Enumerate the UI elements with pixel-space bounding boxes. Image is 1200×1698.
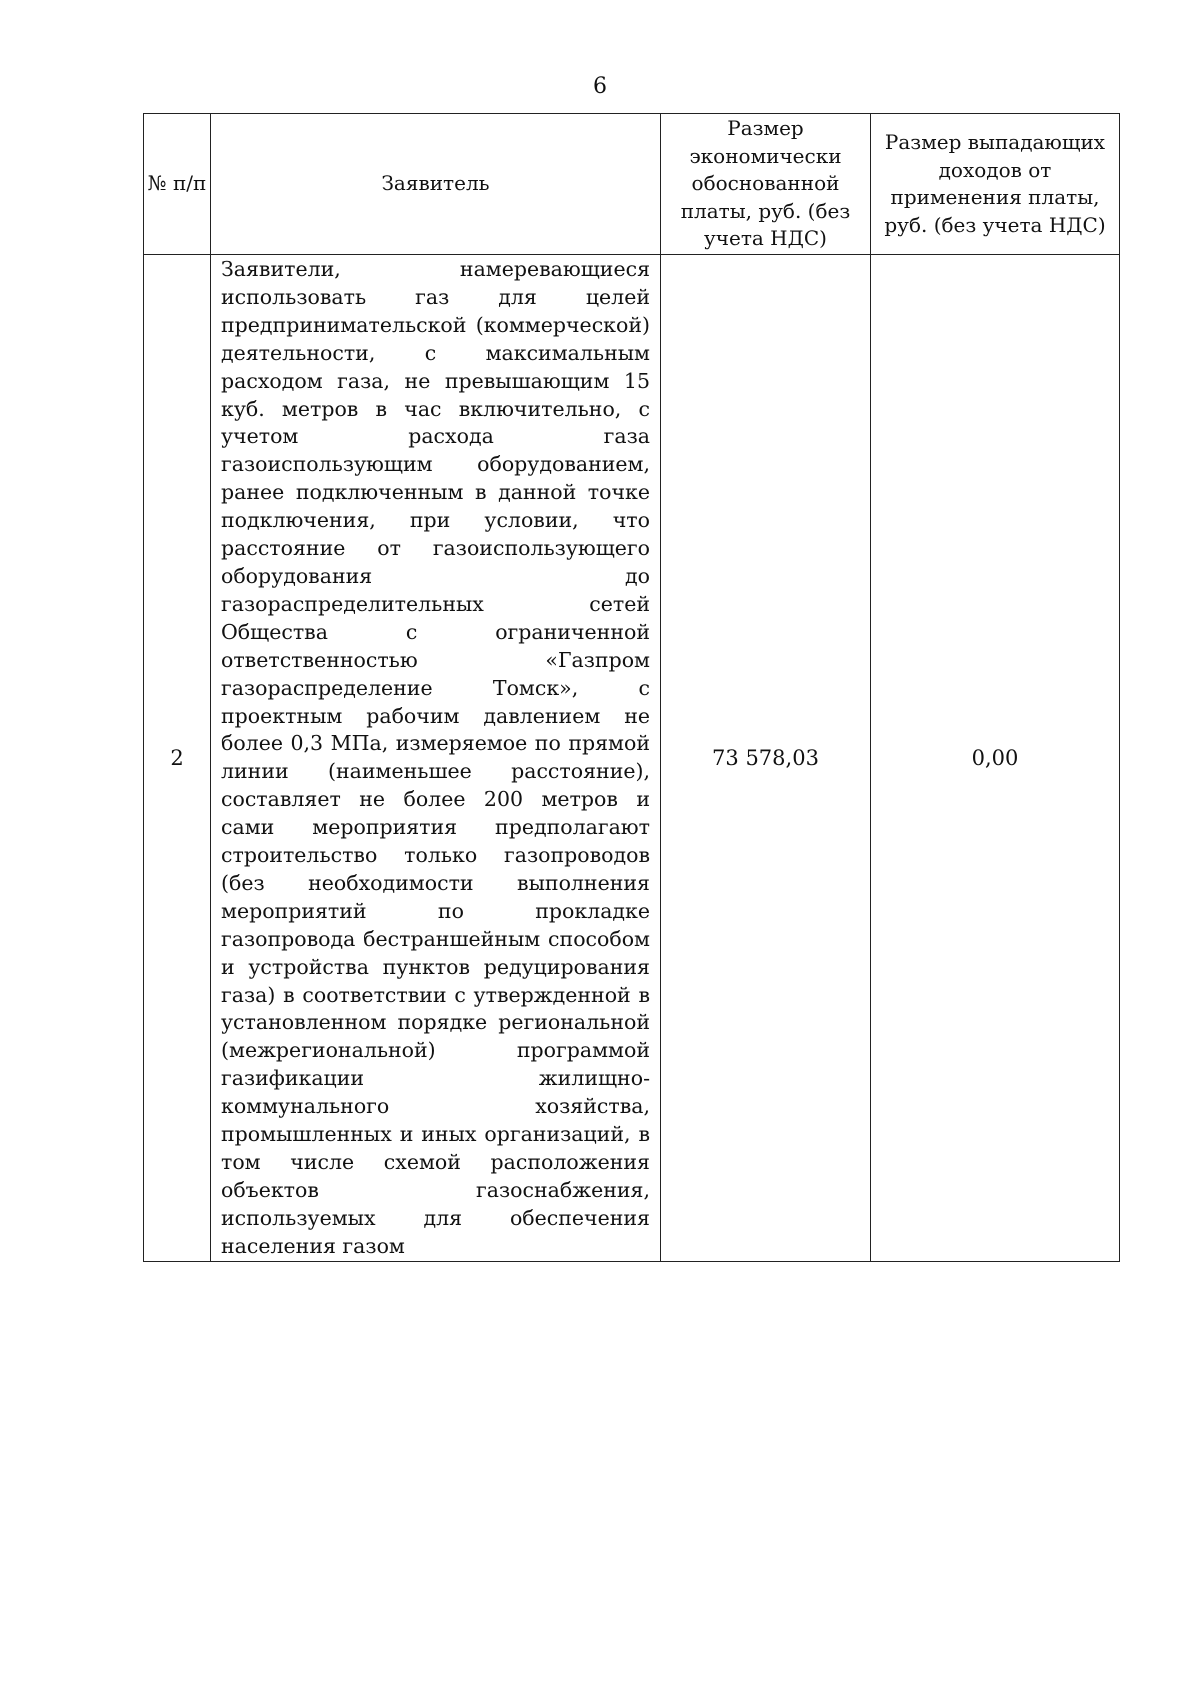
- header-applicant: Заявитель: [211, 114, 661, 255]
- page-number: 6: [593, 74, 607, 99]
- row-number: 2: [144, 255, 211, 1262]
- row-applicant-cell: [211, 255, 661, 1262]
- header-fee: Размер экономически обоснованной платы, руб. (без учета НДС): [661, 114, 871, 255]
- table-row: [144, 255, 1120, 1262]
- header-lost-income: Размер выпадающих доходов от применения платы, руб. (без учета НДС): [871, 114, 1120, 255]
- row-lost-income: 0,00: [871, 255, 1120, 1262]
- tariff-table: [143, 113, 1120, 1262]
- table-header-row: [144, 114, 1120, 255]
- row-fee: 73 578,03: [661, 255, 871, 1262]
- row-applicant-text: Заявители, намеревающиеся использовать газ для целей предпринимательской (коммерческой) деятельности, с максимальным расходом газа, не превышающим 15 куб. метров в час включительно, с учетом расхода газа газоиспользующим оборудованием, ранее подключенным в данной точке подключения, при условии, что расстояние от газоиспользующего оборудования до газораспределительных сетей Общества с ограниченной ответственностью «Газпром газораспределение Томск», с проектным рабочим давлением не более 0,3 МПа, измеряемое по прямой линии (наименьшее расстояние), составляет не более 200 метров и сами мероприятия предполагают строительство только газопроводов (без необходимости выполнения мероприятий по прокладке газопровода бестраншейным способом и устройства пунктов редуцирования газа) в соответствии с утвержденной в установленном порядке региональной (межрегиональной) программой газификации жилищно-коммунального хозяйства, промышленных и иных организаций, в том числе схемой расположения объектов газоснабжения, используемых для обеспечения населения газом: [221, 257, 650, 1258]
- header-number: № п/п: [144, 114, 211, 255]
